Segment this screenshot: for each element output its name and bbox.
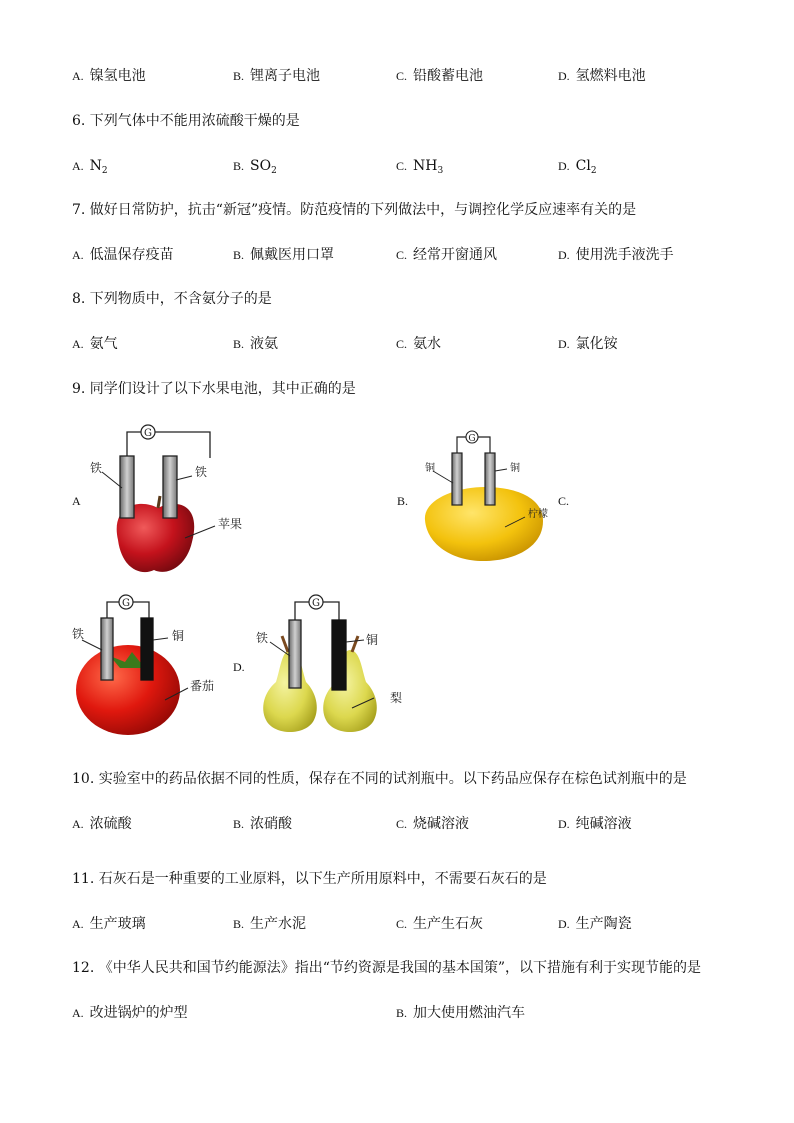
fruit-label: 梨: [390, 691, 403, 705]
right-electrode: [163, 456, 177, 518]
apple-stem: [158, 496, 160, 508]
q12-option-a: A. 改进锅炉的炉型: [72, 1005, 188, 1021]
right-electrode-label: 铜: [172, 629, 185, 643]
q8-option-a: A. 氨气: [72, 336, 118, 352]
q10-option-c: C. 烧碱溶液: [396, 816, 470, 832]
wire: [127, 432, 210, 458]
q10-stem: 10. 实验室中的药品依据不同的性质，保存在不同的试剂瓶中。以下药品应保存在棕色试剂瓶中的是: [72, 771, 687, 787]
left-electrode: [101, 618, 113, 680]
q5-option-a: A. 镍氢电池: [72, 68, 146, 84]
galvanometer-label: G: [468, 434, 476, 444]
q7-option-c: C. 经常开窗通风: [396, 247, 498, 263]
q7-option-a: A. 低温保存疫苗: [72, 247, 174, 263]
fig-c-letter: C.: [558, 494, 570, 508]
right-electrode-label: 铜: [366, 633, 379, 647]
galvanometer-label: G: [122, 598, 130, 609]
q10-option-d: D. 纯碱溶液: [558, 816, 632, 832]
left-electrode-label: 铜: [425, 463, 435, 474]
left-electrode-label: 铁: [72, 627, 85, 641]
fig-b-lemon-battery: [415, 425, 560, 570]
lemon-shape: [425, 487, 543, 561]
left-electrode: [452, 453, 462, 505]
q8-option-c: C. 氨水: [396, 336, 442, 352]
right-pear-shape: [323, 650, 377, 732]
q7-option-d: D. 使用洗手液洗手: [558, 247, 674, 263]
galvanometer-label: G: [312, 598, 320, 609]
left-electrode: [289, 620, 301, 688]
right-electrode: [332, 620, 346, 690]
right-electrode: [141, 618, 153, 680]
q10-option-a: A. 浓硫酸: [72, 816, 132, 832]
q6-option-c: C. $NH_3$: [396, 158, 444, 176]
q6-option-a: A. $N_2$: [72, 158, 108, 176]
q6-option-d: D. $Cl_2$: [558, 158, 597, 176]
q10-option-b: B. 浓硝酸: [233, 816, 293, 832]
left-electrode-label: 铁: [256, 631, 269, 645]
q11-option-b: B. 生产水泥: [233, 916, 307, 932]
q7-option-b: B. 佩戴医用口罩: [233, 247, 335, 263]
fig-d-pear-battery: [250, 590, 420, 740]
left-pear-stem: [282, 636, 288, 652]
q7-stem: 7. 做好日常防护，抗击“新冠”疫情。防范疫情的下列做法中，与调控化学反应速率有关的是: [72, 202, 637, 218]
q11-option-c: C. 生产生石灰: [396, 916, 484, 932]
q5-option-d: D. 氢燃料电池: [558, 68, 646, 84]
right-pear-stem: [352, 636, 358, 652]
q12-stem: 12. 《中华人民共和国节约能源法》指出“节约资源是我国的基本国策”，以下措施有利于实现节能的是: [72, 960, 702, 976]
fig-c-tomato-battery: [70, 590, 240, 740]
right-electrode-label: 铜: [510, 463, 520, 474]
fig-a-apple-battery: [80, 420, 260, 580]
q5-option-c: C. 铅酸蓄电池: [396, 68, 484, 84]
q8-option-d: D. 氯化铵: [558, 336, 618, 352]
galvanometer-label: G: [144, 428, 152, 439]
q12-option-b: B. 加大使用燃油汽车: [396, 1005, 526, 1021]
q8-option-b: B. 液氨: [233, 336, 279, 352]
fruit-label: 番茄: [190, 679, 215, 693]
fig-a-letter: A: [72, 494, 81, 508]
left-electrode-label: 铁: [90, 461, 103, 475]
q6-option-b: B. $SO_2$: [233, 158, 277, 176]
fig-b-letter: B.: [397, 494, 409, 508]
q11-stem: 11. 石灰石是一种重要的工业原料，以下生产所用原料中，不需要石灰石的是: [72, 871, 547, 887]
q11-option-a: A. 生产玻璃: [72, 916, 146, 932]
right-electrode-label: 铁: [195, 465, 208, 479]
q9-stem: 9. 同学们设计了以下水果电池，其中正确的是: [72, 381, 356, 397]
q6-stem: 6. 下列气体中不能用浓硫酸干燥的是: [72, 113, 300, 129]
q8-stem: 8. 下列物质中，不含氨分子的是: [72, 291, 272, 307]
q5-option-b: B. 锂离子电池: [233, 68, 321, 84]
fruit-label: 苹果: [218, 517, 243, 531]
q11-option-d: D. 生产陶瓷: [558, 916, 632, 932]
left-electrode: [120, 456, 134, 518]
fig-d-letter: D.: [233, 660, 245, 674]
fruit-label: 柠檬: [528, 509, 548, 520]
right-electrode: [485, 453, 495, 505]
